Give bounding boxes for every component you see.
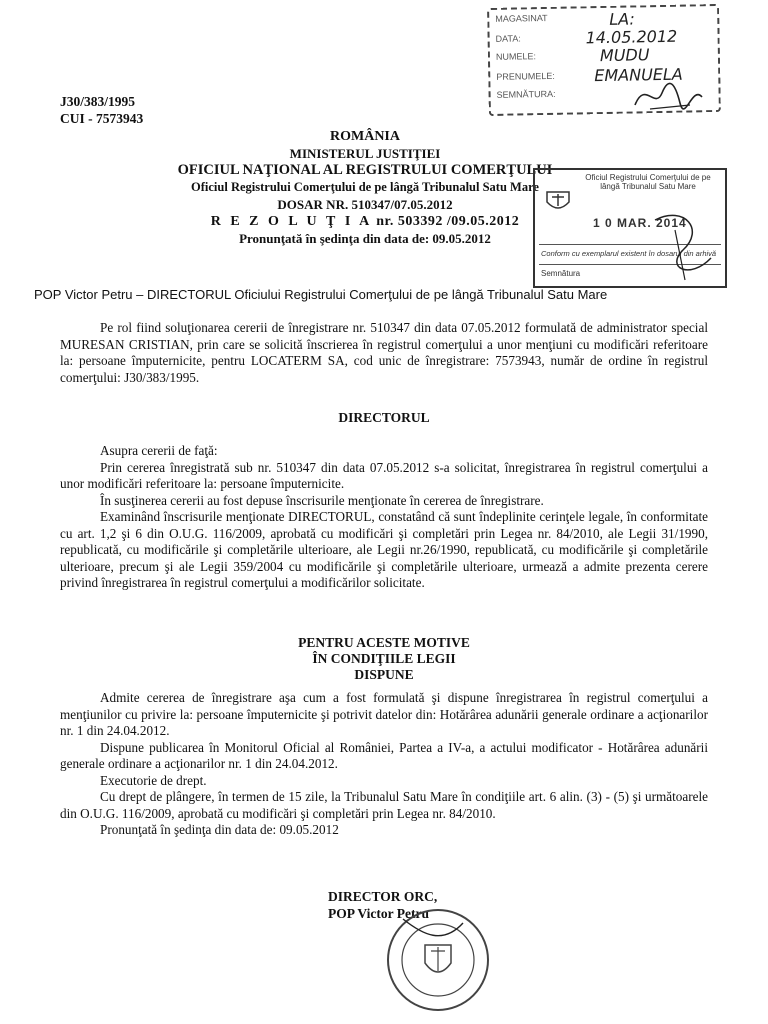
intro-text: Pe rol fiind soluţionarea cererii de înregistrare nr. 510347 din data 07.05.2012 formulată de administrator special MURESAN CRISTIAN, prin care se solicită înscrierea în registrul comerţului a unor menţiuni cu modificări referitoare la: persoane împuternicite, pentru LOCATERM SA, cod unic de înregistrare: 7573943, număr de ordine în registrul comerţului: J30/383/1995. <box>60 320 708 385</box>
dispositive-p4: Cu drept de plângere, în termen de 15 zile, la Tribunalul Satu Mare în condiţiile art. 6 alin. (3) - (5) şi următoarele din O.U.G. 116/2009, aprobată cu modificări şi completări prin Legea nr. 84/2010. <box>60 789 708 821</box>
conformity-stamp <box>533 168 727 288</box>
conformity-office-text: Oficiul Registrului Comerţului de pe lângă Tribunalul Satu Mare <box>585 173 711 191</box>
handwritten-signature-icon <box>630 75 710 115</box>
rezolutia-line <box>130 213 600 230</box>
ministry-title: MINISTERUL JUSTIŢIEI <box>289 146 441 161</box>
body-p4: Examinând înscrisurile menţionate DIRECTORUL, constatând că sunt îndeplinite cerinţele legale, în conformitate cu art. 1,2 şi 6 din O.U.G. 116/2009, aprobată cu modificări şi completări prin Legea nr. 84/2010, ale Legii 31/1990, republicată, cu modificările şi completările ulterioare, ale Legii nr.26/1990, republicată, cu modificările şi completările ulterioare, precum şi ale Legii 359/2004 cu modificările şi completările ulterioare, urmează a admite prezenta cerere privind înregistrarea în registrul comerţului a modificărilor solicitate. <box>60 509 708 590</box>
stamp-label-nume: NUMELE: <box>495 51 537 62</box>
dispositive-p3: Executorie de drept. <box>100 772 207 788</box>
stamp-label-prenume: PRENUMELE: <box>496 70 555 82</box>
country-title: ROMÂNIA <box>330 129 400 144</box>
stamp-hand-date: 14.05.2012 <box>585 26 678 48</box>
motive-heading <box>60 635 708 683</box>
dispositive-p5: Pronunţată în şedinţa din data de: 09.05.2012 <box>100 822 339 837</box>
motive-line-1: PENTRU ACESTE MOTIVE <box>298 635 470 650</box>
pronuntata-header: Pronunţată în şedinţa din data de: 09.05.2012 <box>239 231 491 246</box>
body-section <box>60 443 708 592</box>
intro-paragraph <box>60 320 708 386</box>
body-p3: În susţinerea cererii au fost depuse înscrisurile menţionate în cererea de înregistrare. <box>100 492 544 508</box>
official-line: POP Victor Petru – DIRECTORUL Oficiului Registrului Comerţului de pe lângă Tribunalul Satu Mare <box>34 287 608 302</box>
conformity-signature-icon <box>645 210 721 284</box>
stamp-label-semnatura: SEMNĂTURA: <box>496 88 556 100</box>
dispositive-p2: Dispune publicarea în Monitorul Oficial al României, Partea a IV-a, a actului modificator - Hotărârea adunării generale ordinare a acţionarilor nr. 1 din 24.04.2012. <box>60 739 708 771</box>
dispositive-p1: Admite cererea de înregistrare aşa cum a fost formulată şi dispune înregistrarea în registrul comerţului a menţiunilor cu privire la: persoane împuternicite şi potrivit datelor din: Hotărârea adunării generale ordinare a acţionarilor nr. 1 din 24.04.2012. <box>60 690 708 738</box>
directorul-heading: DIRECTORUL <box>338 410 430 425</box>
stamp-hand-nume: MUDU <box>599 45 650 66</box>
local-office-title: Oficiul Registrului Comerţului de pe lângă Tribunalul Satu Mare <box>191 180 539 194</box>
dispositive-section <box>60 690 708 839</box>
company-identifiers <box>60 93 143 127</box>
body-p2: Prin cererea înregistrată sub nr. 510347 din data 07.05.2012 s-a solicitat, înregistrarea în registrul comerţului a unor modificări referitoare la: persoane împuternicite. <box>60 459 708 491</box>
round-seal-icon <box>383 905 493 1015</box>
stamp-hand-prenume: EMANUELA <box>594 64 683 86</box>
motive-line-3: DISPUNE <box>354 667 414 682</box>
j-number: J30/383/1995 <box>60 94 136 109</box>
signature-name: POP Victor Petru <box>328 906 429 921</box>
motive-line-2: ÎN CONDIŢIILE LEGII <box>312 651 456 666</box>
stamp-label-data: DATA: <box>495 33 521 44</box>
stamp-hand-la: LA: <box>609 9 636 29</box>
document-header <box>130 128 600 247</box>
dosar-number: DOSAR NR. 510347/07.05.2012 <box>277 197 453 212</box>
stamp-label-arhivat: MAGASINAT <box>495 12 548 24</box>
body-p1: Asupra cererii de faţă: <box>100 443 218 458</box>
rezolutia-number: nr. 503392 /09.05.2012 <box>372 214 520 229</box>
coat-of-arms-icon <box>543 188 573 214</box>
cui-number: CUI - 7573943 <box>60 111 144 126</box>
conformity-date: 1 0 MAR. 2014 <box>593 216 687 230</box>
office-title: OFICIUL NAŢIONAL AL REGISTRULUI COMERŢULUI <box>177 162 553 178</box>
signature-title: DIRECTOR ORC, <box>328 889 438 904</box>
conformity-text: Conform cu exemplarul existent în dosarul din arhivă <box>541 249 717 258</box>
conformity-signature-label: Semnătura <box>541 269 581 278</box>
rezolutia-word: R E Z O L U Ţ I A <box>210 214 373 229</box>
